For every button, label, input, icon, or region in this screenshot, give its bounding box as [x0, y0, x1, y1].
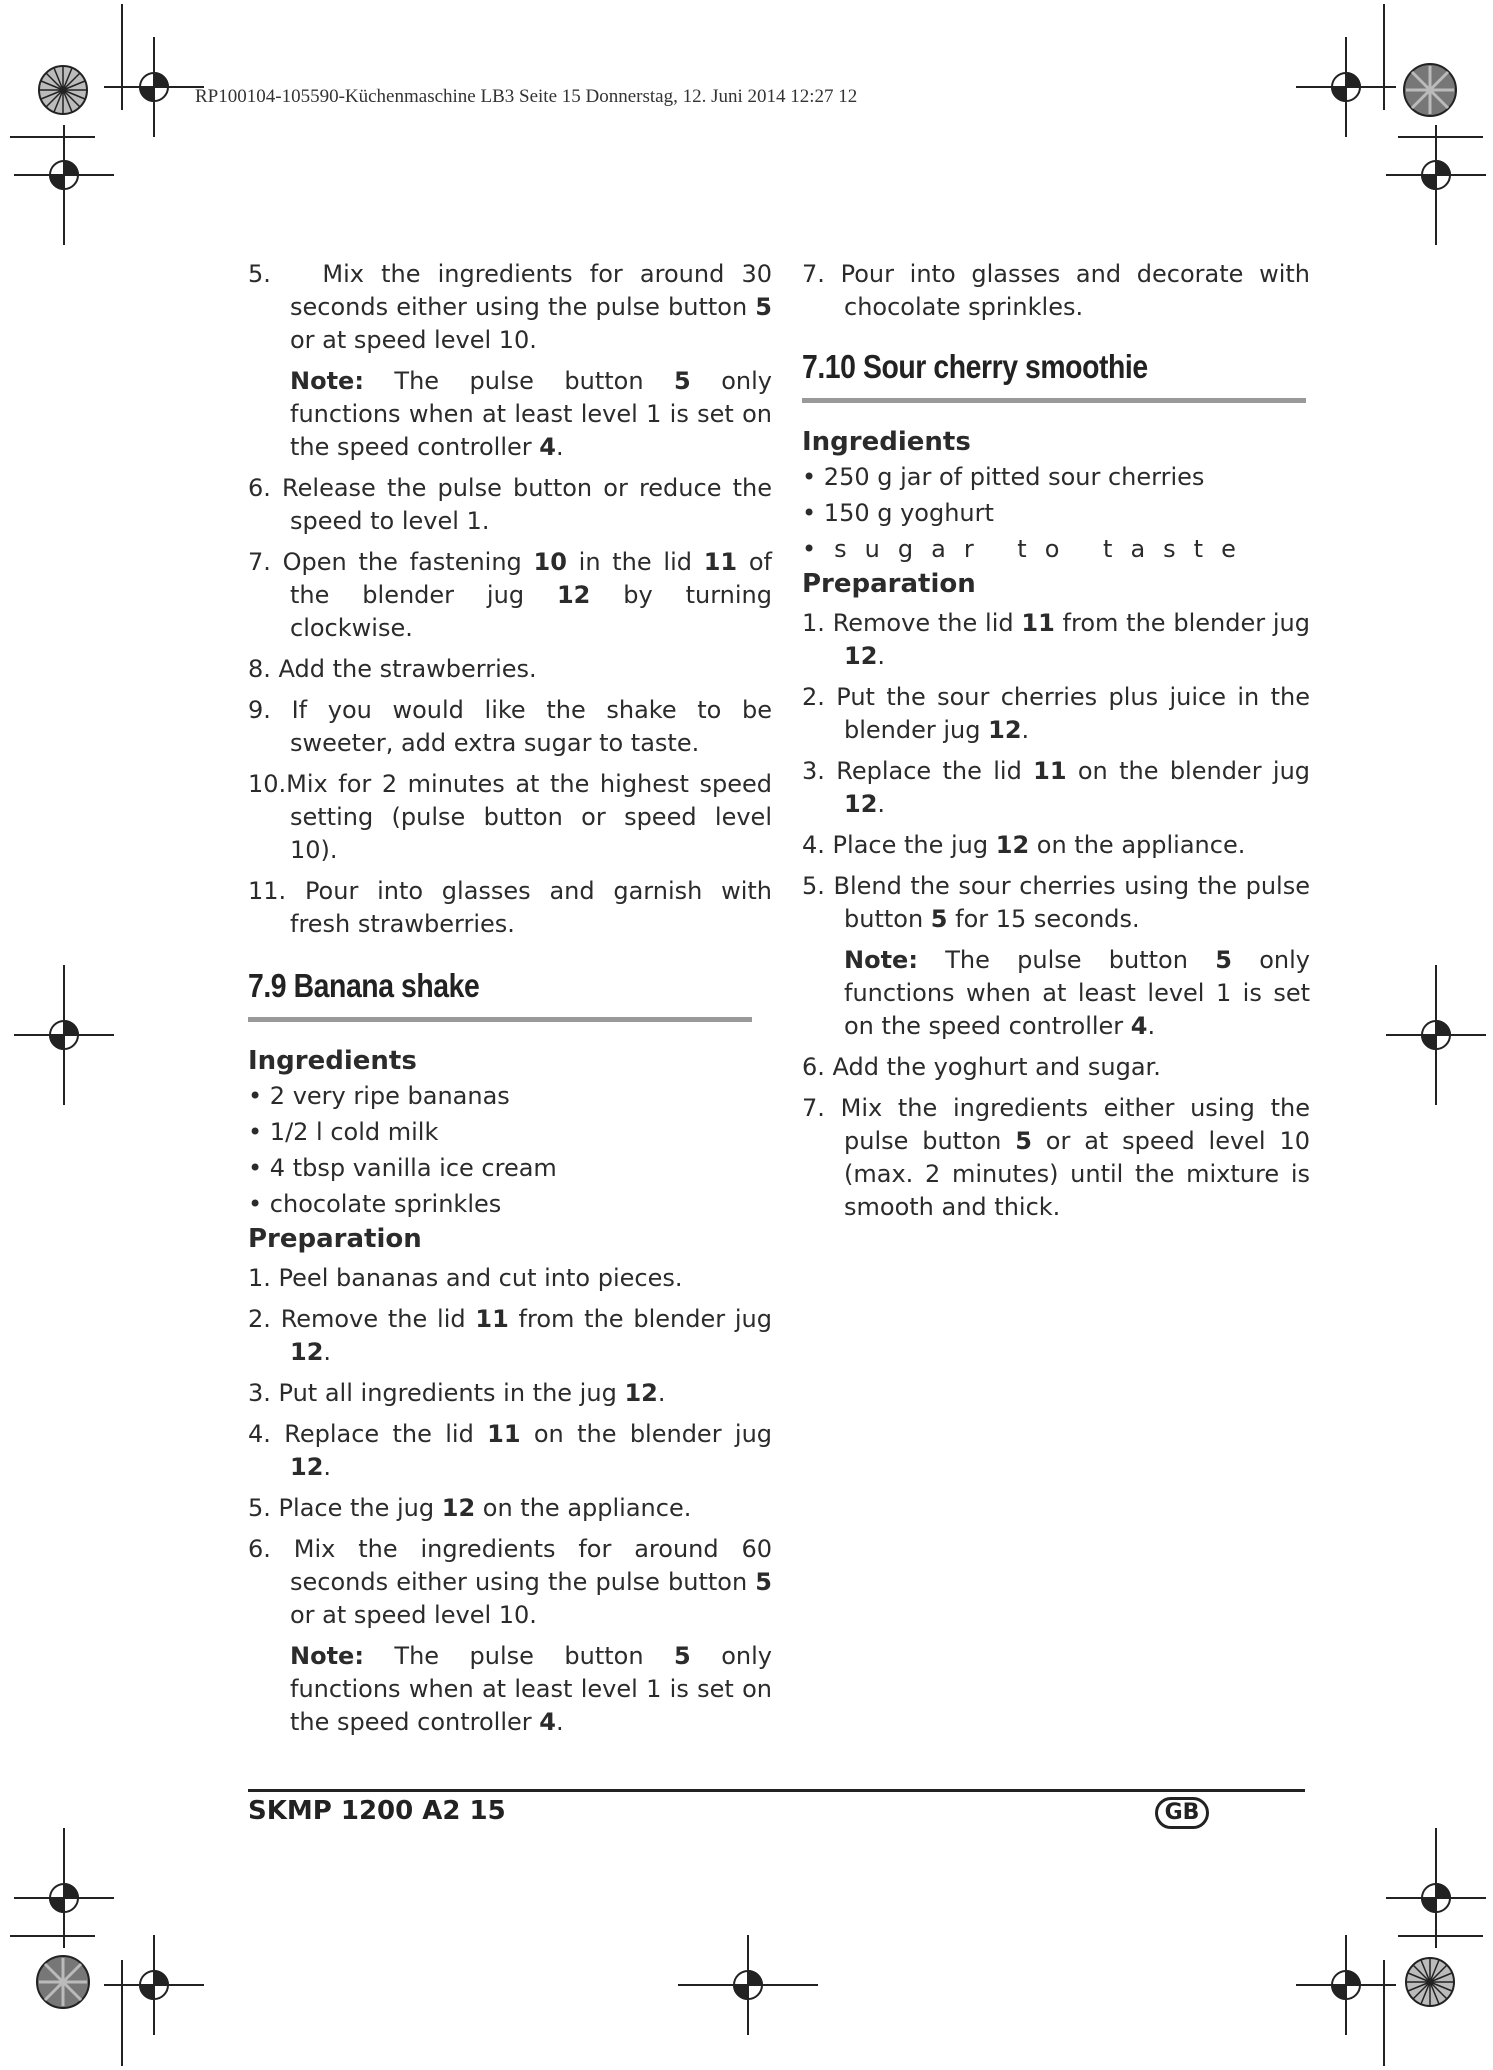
section-divider [248, 1017, 752, 1022]
instruction-step: 5. Place the jug 12 on the appliance. [248, 1494, 692, 1522]
instruction-step: 6. Release the pulse button or reduce the speed to level 1. [248, 474, 772, 535]
note-paragraph: Note: The pulse button 5 only functions when at least level 1 is set on the speed controller 4. [290, 367, 772, 461]
ingredients-heading: Ingredients [248, 1046, 417, 1076]
instruction-step: 1. Peel bananas and cut into pieces. [248, 1264, 683, 1292]
ingredient-item: • 150 g yoghurt [802, 499, 994, 527]
language-badge: GB [1155, 1797, 1209, 1829]
instruction-step: 3. Put all ingredients in the jug 12. [248, 1379, 666, 1407]
ingredients-heading: Ingredients [802, 427, 971, 457]
section-title-sour-cherry-smoothie: 7.10 Sour cherry smoothie [802, 348, 1148, 385]
instruction-step: 7. Open the fastening 10 in the lid 11 of the blender jug 12 by turning clockwise. [248, 548, 772, 642]
instruction-step: 4. Place the jug 12 on the appliance. [802, 831, 1246, 859]
note-paragraph: Note: The pulse button 5 only functions when at least level 1 is set on the speed controller 4. [290, 1642, 772, 1736]
ingredient-item: • 4 tbsp vanilla ice cream [248, 1154, 557, 1182]
instruction-step: 7. Pour into glasses and decorate with chocolate sprinkles. [802, 260, 1310, 321]
left-column [248, 258, 772, 1747]
instruction-step: 6. Mix the ingredients for around 60 seconds either using the pulse button 5 or at speed level 10. [248, 1535, 772, 1629]
footer-divider [248, 1789, 1305, 1792]
instruction-step: 3. Replace the lid 11 on the blender jug 12. [802, 757, 1311, 818]
preparation-heading: Preparation [802, 569, 976, 599]
footer-model-page: SKMP 1200 A2 15 [248, 1796, 506, 1826]
instruction-step: 11. Pour into glasses and garnish with fresh strawberries. [248, 877, 772, 938]
instruction-step: 5. Blend the sour cherries using the pulse button 5 for 15 seconds. [802, 872, 1310, 933]
instruction-step: 9. If you would like the shake to be sweeter, add extra sugar to taste. [248, 696, 772, 757]
print-slug-line: RP100104-105590-Küchenmaschine LB3 Seite 15 Donnerstag, 12. Juni 2014 12:27 12 [195, 86, 858, 107]
section-title-banana-shake: 7.9 Banana shake [248, 967, 480, 1004]
ingredient-item: • chocolate sprinkles [248, 1190, 502, 1218]
note-paragraph: Note: The pulse button 5 only functions when at least level 1 is set on the speed controller 4. [844, 946, 1310, 1040]
instruction-step: 1. Remove the lid 11 from the blender jug 12. [802, 609, 1310, 670]
ingredient-item: • 1/2 l cold milk [248, 1118, 439, 1146]
section-divider [802, 398, 1306, 403]
instruction-step: 6. Add the yoghurt and sugar. [802, 1053, 1161, 1081]
instruction-step: 7. Mix the ingredients either using the pulse button 5 or at speed level 10 (max. 2 minutes) until the mixture is smooth and thick. [802, 1094, 1310, 1221]
preparation-heading: Preparation [248, 1224, 422, 1254]
right-column [802, 258, 1310, 1232]
ingredient-item: • 250 g jar of pitted sour cherries [802, 463, 1205, 491]
instruction-step: 4. Replace the lid 11 on the blender jug 12. [248, 1420, 773, 1481]
instruction-step: 2. Remove the lid 11 from the blender jug 12. [248, 1305, 772, 1366]
instruction-step: 5. Mix the ingredients for around 30 seconds either using the pulse button 5 or at speed level 10. [248, 260, 773, 354]
instruction-step: 10.Mix for 2 minutes at the highest speed setting (pulse button or speed level 10). [248, 770, 772, 864]
ingredient-item: •sugar to taste [802, 535, 1254, 563]
ingredient-item: • 2 very ripe bananas [248, 1082, 510, 1110]
instruction-step: 2. Put the sour cherries plus juice in the blender jug 12. [802, 683, 1310, 744]
instruction-step: 8. Add the strawberries. [248, 655, 537, 683]
